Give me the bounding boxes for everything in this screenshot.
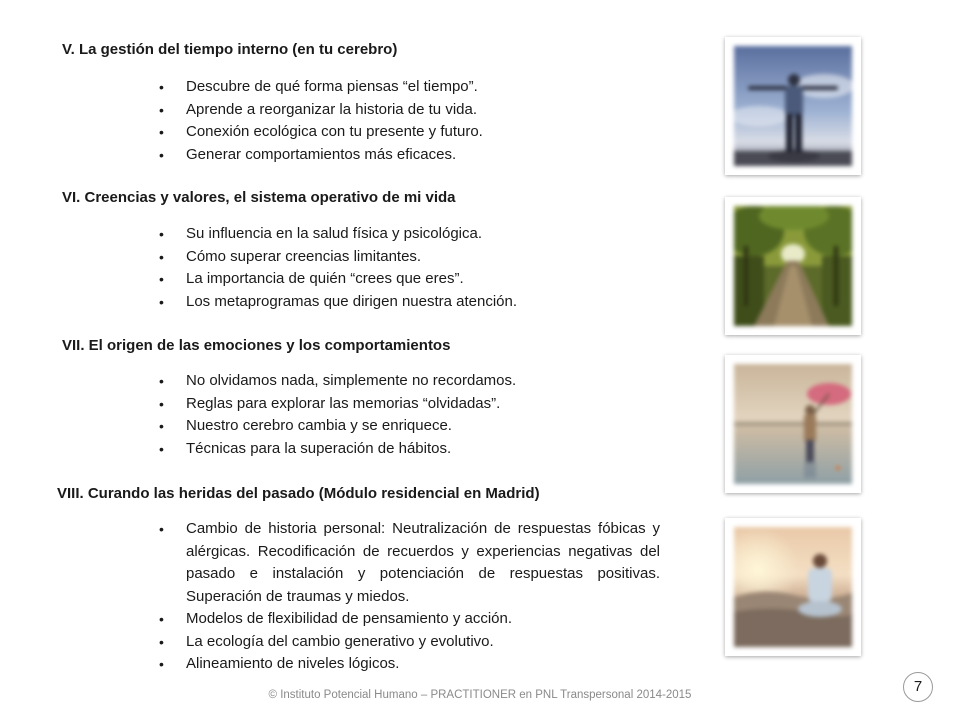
section-vi-heading: VI. Creencias y valores, el sistema operativo de mi vida xyxy=(62,189,456,206)
list-item: • No olvidamos nada, simplemente no recordamos. xyxy=(186,370,516,393)
section-vi-bullets xyxy=(186,223,517,313)
list-item: • Cómo superar creencias limitantes. xyxy=(186,246,517,269)
list-item: • Alineamiento de niveles lógicos. xyxy=(186,653,660,676)
list-item: • Conexión ecológica con tu presente y futuro. xyxy=(186,121,483,144)
section-v-heading: V. La gestión del tiempo interno (en tu cerebro) xyxy=(62,41,398,58)
arms-open-sky-image xyxy=(734,46,852,166)
list-item: • Descubre de qué forma piensas “el tiempo”. xyxy=(186,76,483,99)
list-item: • Aprende a reorganizar la historia de tu vida. xyxy=(186,99,483,122)
list-item: • Los metaprogramas que dirigen nuestra atención. xyxy=(186,291,517,314)
meditation-sunset-image xyxy=(734,527,852,647)
section-viii-heading: VIII. Curando las heridas del pasado (Módulo residencial en Madrid) xyxy=(57,485,540,502)
list-item: • Generar comportamientos más eficaces. xyxy=(186,144,483,167)
list-item: • Técnicas para la superación de hábitos. xyxy=(186,438,516,461)
list-item: • Su influencia en la salud física y psicológica. xyxy=(186,223,517,246)
list-item: • Cambio de historia personal: Neutralización de respuestas fóbicas y alérgicas. Recodificación de recuerdos y experiencias negativas del pasado e instalación y potenciación de respuestas positivas. Superación de traumas y miedos. xyxy=(186,518,660,608)
section-viii-bullets xyxy=(186,518,660,676)
list-item: • La importancia de quién “crees que eres”. xyxy=(186,268,517,291)
section-vii-bullets xyxy=(186,370,516,460)
section-vii-heading: VII. El origen de las emociones y los comportamientos xyxy=(62,337,451,354)
photo-arms-open-sky xyxy=(725,37,861,175)
list-item: • La ecología del cambio generativo y evolutivo. xyxy=(186,631,660,654)
photo-umbrella-water xyxy=(725,355,861,493)
umbrella-water-image xyxy=(734,364,852,484)
forest-path-image xyxy=(734,206,852,326)
photo-meditation-sunset xyxy=(725,518,861,656)
list-item: • Modelos de flexibilidad de pensamiento y acción. xyxy=(186,608,660,631)
footer-copyright: © Instituto Potencial Humano – PRACTITIONER en PNL Transpersonal 2014-2015 xyxy=(268,689,692,701)
section-v-bullets xyxy=(186,76,483,166)
list-item: • Reglas para explorar las memorias “olvidadas”. xyxy=(186,393,516,416)
list-item: • Nuestro cerebro cambia y se enriquece. xyxy=(186,415,516,438)
photo-forest-path xyxy=(725,197,861,335)
page-number-badge: 7 xyxy=(903,672,933,702)
